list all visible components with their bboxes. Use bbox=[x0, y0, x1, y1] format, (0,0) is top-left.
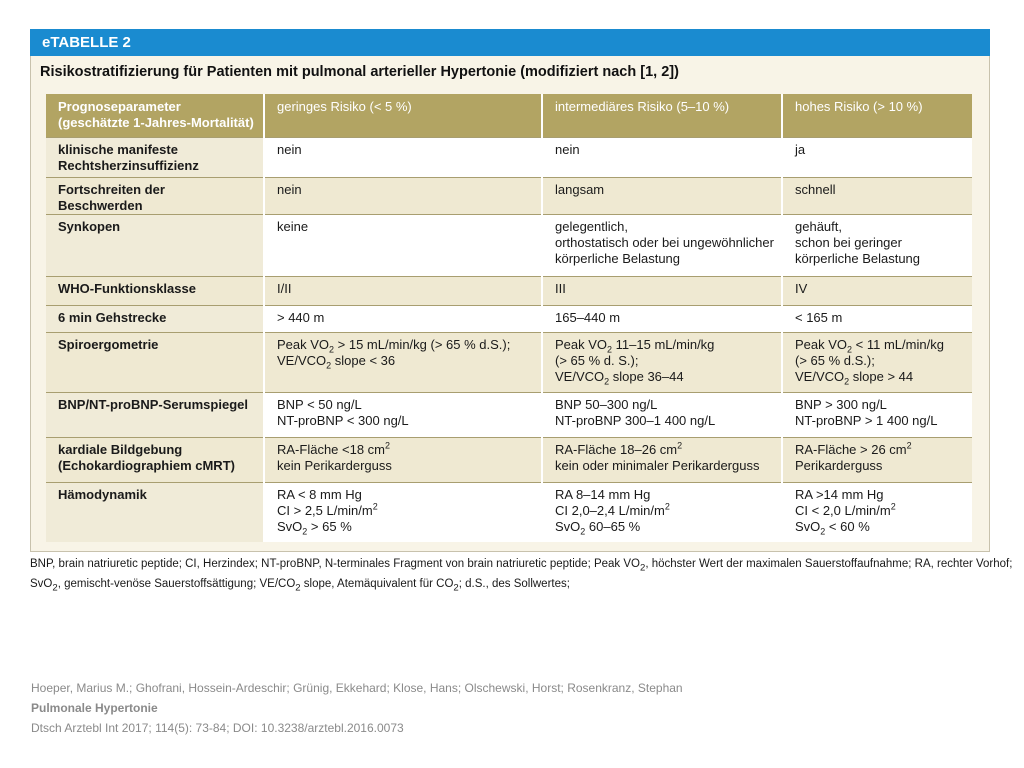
cell-line: RA-Fläche > 26 $cm^2$ bbox=[795, 440, 912, 457]
cell-intermediate bbox=[542, 482, 782, 542]
param-line: (Echokardiographiem cMRT) bbox=[58, 457, 235, 473]
row-param: Synkopen bbox=[46, 214, 264, 276]
table-row bbox=[46, 214, 972, 276]
cell-line: RA 8–14 mm Hg bbox=[555, 486, 651, 502]
cell-low: keine bbox=[264, 214, 542, 276]
cell-low bbox=[264, 392, 542, 437]
cell-line: BNP 50–300 ng/L bbox=[555, 396, 658, 412]
risk-table bbox=[46, 94, 972, 542]
cell-line: (> 65 % d. S.); bbox=[555, 352, 639, 368]
cell-high bbox=[782, 437, 972, 482]
cell-line: BNP < 50 ng/L bbox=[277, 396, 362, 412]
table-row bbox=[46, 276, 972, 305]
table-row bbox=[46, 437, 972, 482]
cell-high bbox=[782, 332, 972, 392]
cell-intermediate: III bbox=[542, 276, 782, 305]
cell-line: SvO$_2$ < 60 % bbox=[795, 518, 870, 537]
cell-line: Peak $VO_2 > 15$ mL/min/kg (> 65 % d.S.); bbox=[277, 336, 511, 355]
cell-line: körperliche Belastung bbox=[555, 250, 681, 266]
table-row bbox=[46, 305, 972, 332]
param-line: Rechtsherzinsuffizienz bbox=[58, 157, 199, 173]
cell-line: BNP > 300 ng/L bbox=[795, 396, 887, 412]
cell-line: NT-proBNP 300–1 400 ng/L bbox=[555, 412, 716, 428]
cell-low bbox=[264, 482, 542, 542]
footnote-line: SvO$_2$, gemischt-venöse Sauerstoffsättigung; $VE/CO_2$ slope, Atemäquivalent für $CO_2$; d.S., des Sollwertes; bbox=[30, 578, 570, 594]
cell-high: IV bbox=[782, 276, 972, 305]
cell-line: orthostatisch oder bei ungewöhnlicher bbox=[555, 234, 774, 250]
cell-line: SvO$_2$ 60–65 % bbox=[555, 518, 641, 537]
cell-intermediate: 165–440 m bbox=[542, 305, 782, 332]
cell-line: $VE/VCO_2$ slope < 36 bbox=[277, 352, 396, 371]
header-param bbox=[46, 94, 264, 137]
cell-line: RA-Fläche 18–26 $cm^2$ bbox=[555, 440, 683, 457]
cell-low: > 440 m bbox=[264, 305, 542, 332]
cell-low bbox=[264, 332, 542, 392]
row-param: BNP/NT-proBNP-Serumspiegel bbox=[46, 392, 264, 437]
header-param-line1: Prognoseparameter bbox=[58, 99, 181, 114]
cell-high bbox=[782, 482, 972, 542]
cell-low: nein bbox=[264, 177, 542, 214]
table-caption: Risikostratifizierung für Patienten mit pulmonal arterieller Hypertonie (modifiziert nach [1, 2]) bbox=[40, 64, 679, 80]
cell-line: RA-Fläche <18 $cm^2$ bbox=[277, 440, 391, 457]
table-row bbox=[46, 332, 972, 392]
cell-intermediate: langsam bbox=[542, 177, 782, 214]
cell-line: gehäuft, bbox=[795, 218, 842, 234]
cell-high bbox=[782, 392, 972, 437]
row-param: Hämodynamik bbox=[46, 482, 264, 542]
cell-line: CI > 2,5 $L/\min/m^2$ bbox=[277, 501, 378, 518]
param-line: kardiale Bildgebung bbox=[58, 441, 183, 457]
cell-line: $VE/VCO_2$ slope 36–44 bbox=[555, 368, 684, 387]
cell-line: CI 2,0–2,4 $L/\min/m^2$ bbox=[555, 501, 670, 518]
param-line: klinische manifeste bbox=[58, 141, 178, 157]
cell-line: SvO$_2$ > 65 % bbox=[277, 518, 352, 537]
cell-low: nein bbox=[264, 137, 542, 177]
cell-line: RA >14 mm Hg bbox=[795, 486, 884, 502]
cell-line: Peak $VO_2 < 11$ mL/min/kg bbox=[795, 336, 944, 355]
header-intermediate-risk: intermediäres Risiko (5–10 %) bbox=[542, 94, 782, 137]
citation-source: Dtsch Arztebl Int 2017; 114(5): 73-84; DOI: 10.3238/arztebl.2016.0073 bbox=[31, 721, 404, 735]
row-param: WHO-Funktionsklasse bbox=[46, 276, 264, 305]
table-row bbox=[46, 482, 972, 542]
cell-line: schon bei geringer bbox=[795, 234, 902, 250]
cell-line: (> 65 % d.S.); bbox=[795, 352, 875, 368]
citation bbox=[31, 678, 931, 738]
cell-line: körperliche Belastung bbox=[795, 250, 921, 266]
table-row bbox=[46, 137, 972, 177]
row-param: Fortschreiten der Beschwerden bbox=[46, 177, 264, 214]
footnote-line: BNP, brain natriuretic peptide; CI, Herzindex; NT-proBNP, N-terminales Fragment von brain natriuretic peptide; Peak $VO_2$, höchster Wert der maximalen Sauerstoffaufnahme; RA, rechter Vorhof; bbox=[30, 558, 1013, 574]
cell-line: kein Perikarderguss bbox=[277, 457, 392, 473]
cell-intermediate bbox=[542, 392, 782, 437]
header-low-risk: geringes Risiko (< 5 %) bbox=[264, 94, 542, 137]
cell-intermediate bbox=[542, 214, 782, 276]
cell-high: schnell bbox=[782, 177, 972, 214]
cell-intermediate bbox=[542, 437, 782, 482]
cell-line: CI < 2,0 $L/\min/m^2$ bbox=[795, 501, 896, 518]
cell-high bbox=[782, 214, 972, 276]
table-header-row bbox=[46, 94, 972, 137]
row-param: 6 min Gehstrecke bbox=[46, 305, 264, 332]
cell-line: kein oder minimaler Perikarderguss bbox=[555, 457, 760, 473]
table-row bbox=[46, 177, 972, 214]
header-high-risk: hohes Risiko (> 10 %) bbox=[782, 94, 972, 137]
cell-intermediate bbox=[542, 332, 782, 392]
cell-low bbox=[264, 437, 542, 482]
cell-line: NT-proBNP < 300 ng/L bbox=[277, 412, 409, 428]
table-label-bar bbox=[30, 29, 990, 56]
table-footnote bbox=[30, 556, 1013, 597]
citation-title: Pulmonale Hypertonie bbox=[31, 701, 158, 715]
cell-line: Perikarderguss bbox=[795, 457, 883, 473]
cell-high: ja bbox=[782, 137, 972, 177]
cell-intermediate: nein bbox=[542, 137, 782, 177]
row-param: Spiroergometrie bbox=[46, 332, 264, 392]
header-param-line2: (geschätzte 1-Jahres-Mortalität) bbox=[58, 115, 254, 130]
row-param bbox=[46, 437, 264, 482]
cell-high: < 165 m bbox=[782, 305, 972, 332]
citation-authors: Hoeper, Marius M.; Ghofrani, Hossein-Ardeschir; Grünig, Ekkehard; Klose, Hans; Olschewski, Horst; Rosenkranz, Stephan bbox=[31, 681, 683, 695]
cell-line: NT-proBNP > 1 400 ng/L bbox=[795, 412, 938, 428]
table-row bbox=[46, 392, 972, 437]
cell-low: I/II bbox=[264, 276, 542, 305]
cell-line: gelegentlich, bbox=[555, 218, 628, 234]
cell-line: $VE/VCO_2$ slope > 44 bbox=[795, 368, 914, 387]
cell-line: RA < 8 mm Hg bbox=[277, 486, 362, 502]
cell-line: Peak $VO_2$ 11–15 mL/min/kg bbox=[555, 336, 715, 355]
row-param bbox=[46, 137, 264, 177]
table-label: eTABELLE 2 bbox=[42, 34, 131, 51]
